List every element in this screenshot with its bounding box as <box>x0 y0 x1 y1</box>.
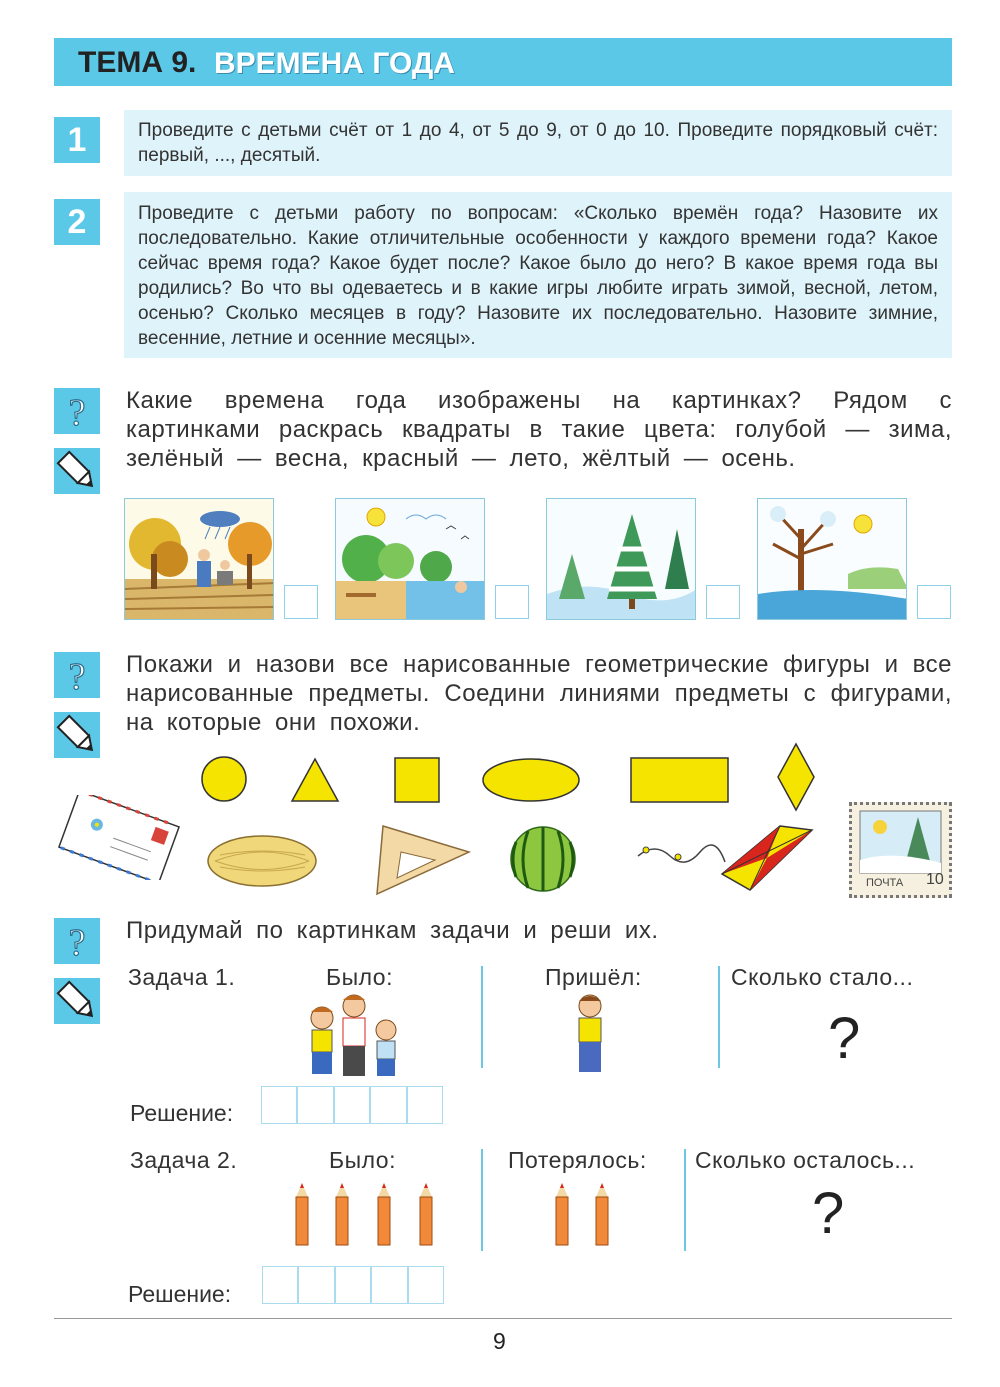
solution-cell[interactable] <box>407 1086 443 1124</box>
problem-result-label: Сколько стало... <box>731 964 914 990</box>
problem-was-label: Было: <box>329 1147 396 1173</box>
svg-text:?: ? <box>68 392 86 434</box>
solution-grid[interactable] <box>261 1086 443 1124</box>
column-divider <box>481 1149 483 1251</box>
pencils-lost-picture <box>552 1183 614 1247</box>
question-mark: ? <box>812 1181 845 1246</box>
summer-picture <box>335 498 485 620</box>
stamp-label: ПОЧТА <box>866 877 904 889</box>
problem-label: Задача 2. <box>130 1147 238 1173</box>
pencil-icon <box>54 448 100 494</box>
problem-was-label: Было: <box>326 964 393 990</box>
winter-picture <box>546 498 696 620</box>
square-shape <box>394 757 440 803</box>
page-title: ВРЕМЕНА ГОДА <box>214 47 455 80</box>
task-number-badge: 2 <box>54 199 100 245</box>
color-square[interactable] <box>284 585 318 619</box>
topic-header <box>54 38 952 86</box>
teacher-instruction-box <box>124 192 952 358</box>
pencil-icon <box>54 712 100 758</box>
teacher-instruction-text: Проведите с детьми работу по вопросам: «Сколько времён года? Назовите их последовательно. Какие отличительные особенности у каждого времени года? Какое сейчас время года? Какое будет после? Какое было до него? В какое время года вы родились? Во что вы одеваетесь и в какие игры любите играть зимой, весной, летом, осенью? Сколько месяцев в году? Назовите их последовательно. Назовите зимние, весенние, летние и осенние месяцы». <box>138 203 938 349</box>
exercise-shapes-text: Покажи и назови все нарисованные геометрические фигуры и все нарисованные предметы. Соедини линиями предметы с фигурами, на которые они похожи. <box>126 651 952 736</box>
solution-cell[interactable] <box>335 1266 371 1304</box>
question-mark-icon <box>54 918 100 964</box>
solution-cell[interactable] <box>408 1266 444 1304</box>
set-square-object <box>373 822 473 898</box>
exercise-seasons-text: Какие времена года изображены на картинках? Рядом с картинками раскрась квадраты в такие цвета: голубой — зима, зелёный — весна, красный — лето, жёлтый — осень. <box>126 387 952 472</box>
page-number: 9 <box>493 1328 506 1354</box>
solution-cell[interactable] <box>371 1266 407 1304</box>
exercise-problems-text: Придумай по картинкам задачи и реши их. <box>126 917 659 944</box>
solution-cell[interactable] <box>261 1086 297 1124</box>
oval-shape <box>481 757 581 803</box>
rhombus-shape <box>776 742 816 812</box>
column-divider <box>481 966 483 1068</box>
color-square[interactable] <box>917 585 951 619</box>
column-divider <box>684 1149 686 1251</box>
solution-label: Решение: <box>128 1281 232 1307</box>
solution-cell[interactable] <box>334 1086 370 1124</box>
topic-label: ТЕМА 9. <box>78 46 197 79</box>
triangle-shape <box>290 757 340 803</box>
question-mark: ? <box>828 1006 861 1071</box>
pencils-was-picture <box>292 1183 442 1247</box>
problem-result-label: Сколько осталось... <box>695 1147 916 1173</box>
stamp-value: 10 <box>926 871 944 888</box>
kite-object <box>630 822 816 894</box>
solution-cell[interactable] <box>262 1266 298 1304</box>
solution-grid[interactable] <box>262 1266 444 1304</box>
question-mark-icon <box>54 388 100 434</box>
solution-label: Решение: <box>130 1100 234 1126</box>
boy-picture <box>570 992 610 1076</box>
problem-label: Задача 1. <box>128 964 236 990</box>
footer-divider <box>54 1318 952 1319</box>
solution-cell[interactable] <box>297 1086 333 1124</box>
problem-lost-label: Потерялось: <box>508 1147 647 1173</box>
svg-text:?: ? <box>68 656 86 698</box>
boys-group-picture <box>300 990 410 1082</box>
circle-shape <box>200 755 248 803</box>
envelope-object <box>54 795 184 880</box>
color-square[interactable] <box>495 585 529 619</box>
solution-cell[interactable] <box>370 1086 406 1124</box>
question-mark-icon <box>54 652 100 698</box>
watermelon-object <box>508 822 578 894</box>
postage-stamp-object <box>849 802 952 898</box>
autumn-picture <box>124 498 274 620</box>
svg-text:?: ? <box>68 922 86 964</box>
problem-came-label: Пришёл: <box>545 964 642 990</box>
spring-picture <box>757 498 907 620</box>
rectangle-shape <box>630 757 730 803</box>
task-number-badge: 1 <box>54 117 100 163</box>
teacher-instruction-text: Проведите с детьми счёт от 1 до 4, от 5 до 9, от 0 до 10. Проведите порядковый счёт: первый, ..., десятый. <box>138 120 938 166</box>
melon-object <box>205 833 321 889</box>
column-divider <box>718 966 720 1068</box>
teacher-instruction-box <box>124 110 952 176</box>
color-square[interactable] <box>706 585 740 619</box>
solution-cell[interactable] <box>298 1266 334 1304</box>
pencil-icon <box>54 978 100 1024</box>
